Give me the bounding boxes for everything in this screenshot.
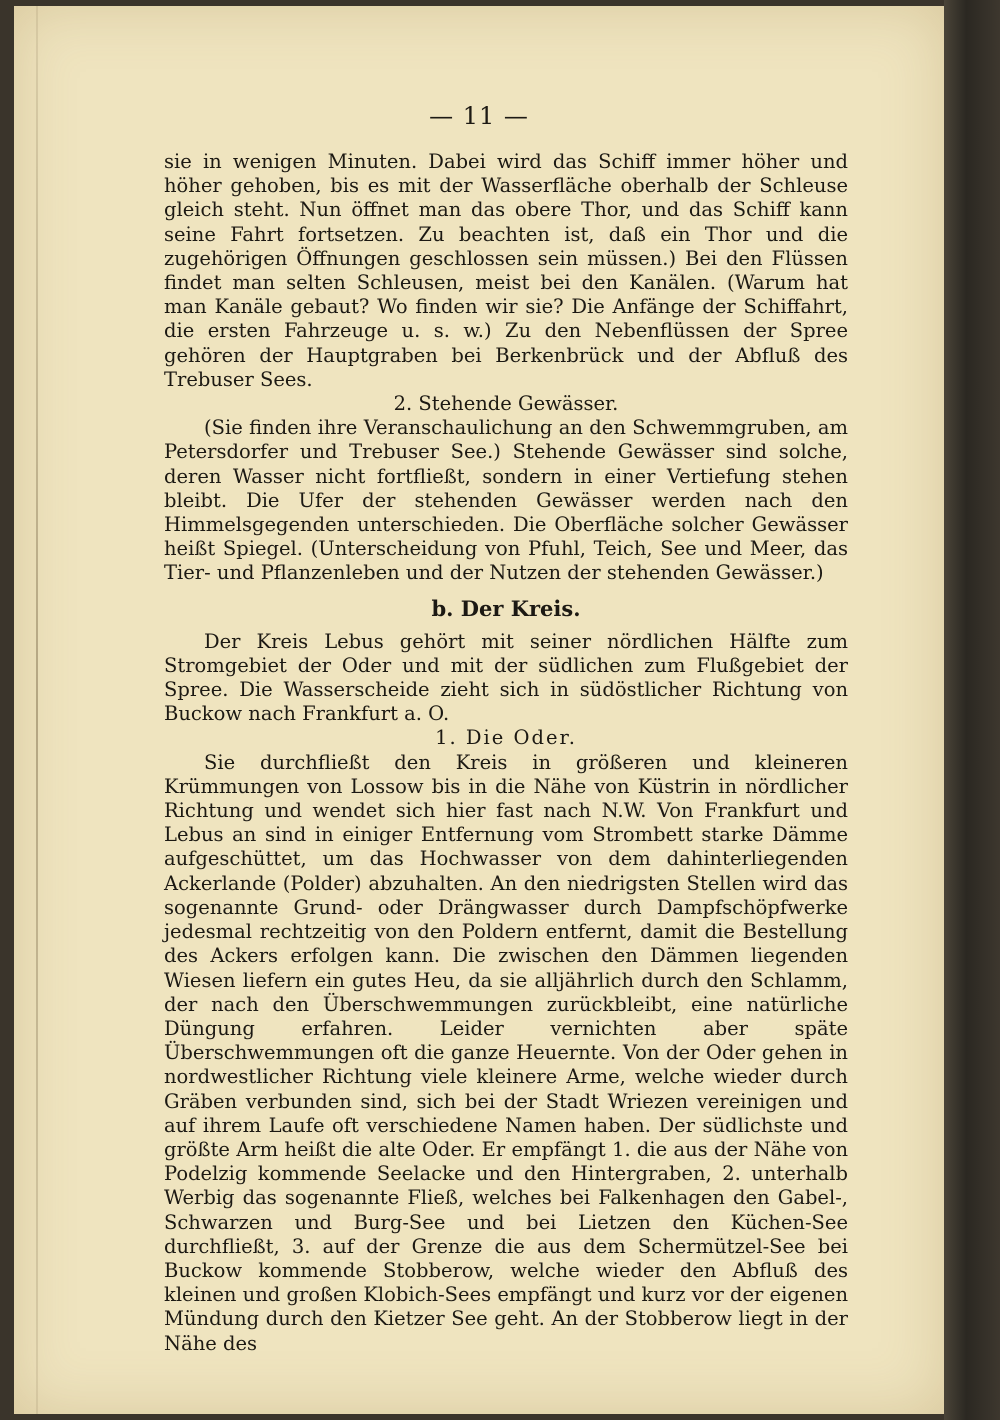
heading-die-oder: 1. Die Oder. [435,726,577,750]
body-text [164,150,848,1356]
section-heading-kreis: b. Der Kreis. [431,595,581,621]
binding-crease [36,6,38,1414]
paragraph-schleusen: sie in wenigen Minuten. Dabei wird das Schiff immer höher und höher gehoben, bis es mit der Wasserfläche oberhalb der Schleuse gleich steht. Nun öffnet man das obere Thor, und das Schiff kann seine Fahrt fortsetzen. Zu beachten ist, daß ein Thor und die zugehörigen Öffnungen geschlossen sein müssen.) Bei den Flüssen findet man selten Schleusen, meist bei den Kanälen. (Warum hat man Kanäle gebaut? Wo finden wir sie? Die Anfänge der Schiffahrt, die ersten Fahrzeuge u. s. w.) Zu den Nebenflüssen der Spree gehören der Hauptgraben bei Berkenbrück und der Abfluß des Trebuser Sees. [164,150,848,391]
page-number: — 11 — [429,102,529,130]
paragraph-kreis-lebus: Der Kreis Lebus gehört mit seiner nördlichen Hälfte zum Stromgebiet der Oder und mit der südlichen zum Flußgebiet der Spree. Die Wasserscheide zieht sich in südöstlicher Richtung von Buckow nach Frankfurt a. O. [164,629,848,726]
heading-stehende-gewaesser: 2. Stehende Gewässer. [393,392,619,416]
book-page [14,6,944,1414]
book-spine [944,0,1000,1420]
paragraph-die-oder: Sie durchfließt den Kreis in größeren und kleineren Krümmungen von Lossow bis in die Nähe von Küstrin in nördlicher Richtung und wendet sich hier fast nach N.W. Von Frankfurt und Lebus an sind in einiger Entfernung vom Strombett starke Dämme aufgeschüttet, um das Hochwasser von dem dahinterliegenden Ackerlande (Polder) abzuhalten. An den niedrigsten Stellen wird das sogenannte Grund- oder Drängwasser durch Dampfschöpfwerke jedesmal rechtzeitig von den Poldern entfernt, damit die Bestellung des Ackers erfolgen kann. Die zwischen den Dämmen liegenden Wiesen liefern ein gutes Heu, da sie alljährlich durch den Schlamm, der nach den Überschwemmungen zurückbleibt, eine natürliche Düngung erfahren. Leider vernichten aber späte Überschwemmungen oft die ganze Heuernte. Von der Oder gehen in nordwestlicher Richtung viele kleinere Arme, welche wieder durch Gräben verbunden sind, sich bei der Stadt Wriezen vereinigen und auf ihrem Laufe oft verschiedene Namen haben. Der südlichste und größte Arm heißt die alte Oder. Er empfängt 1. die aus der Nähe von Podelzig kommende Seelacke und den Hintergraben, 2. unterhalb Werbig das sogenannte Fließ, welches bei Falkenhagen den Gabel-, Schwarzen und Burg-See und bei Lietzen den Küchen-See durchfließt, 3. auf der Grenze die aus dem Schermützel-See bei Buckow kommende Stobberow, welche wieder den Abfluß des kleinen und großen Klobich-Sees empfängt und kurz vor der eigenen Mündung durch den Kietzer See geht. An der Stobberow liegt in der Nähe des [164,750,849,1355]
paragraph-stehende-gewaesser: (Sie finden ihre Veranschaulichung an den Schwemmgruben, am Petersdorfer und Trebuser See.) Stehende Gewässer sind solche, deren Wasser nicht fortfließt, sondern in einer Vertiefung stehen bleibt. Die Ufer der stehenden Gewässer werden nach den Himmelsgegenden unterschieden. Die Oberfläche solcher Gewässer heißt Spiegel. (Unterscheidung von Pfuhl, Teich, See und Meer, das Tier- und Pflanzenleben und der Nutzen der stehenden Gewässer.) [164,416,848,585]
